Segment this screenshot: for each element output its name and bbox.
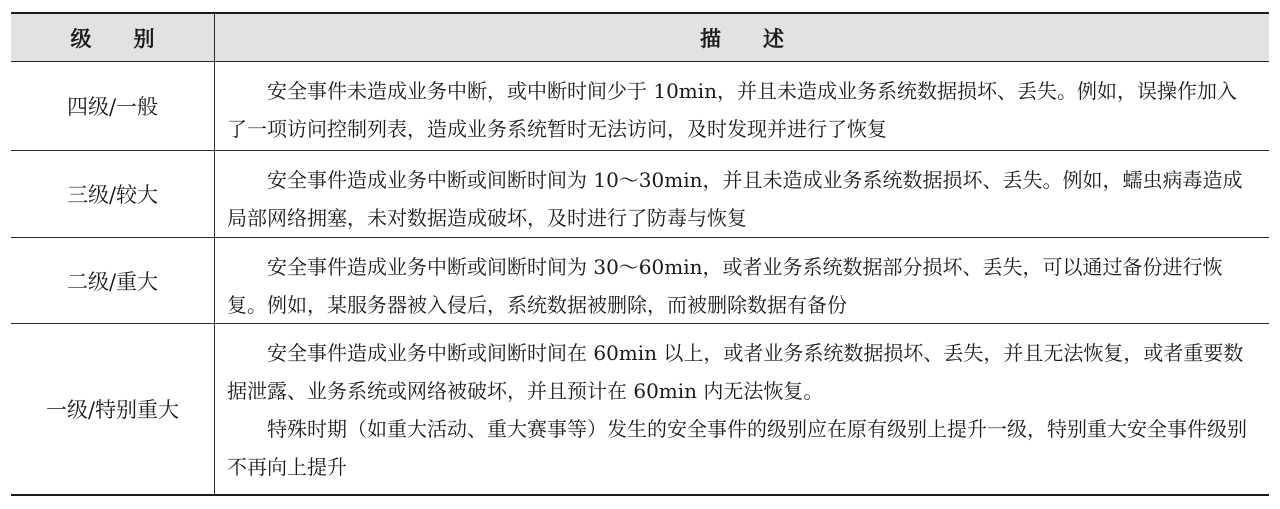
level-cell-3: 三级/较大 — [11, 151, 215, 238]
description-paragraph: 安全事件造成业务中断或间断时间在 60min 以上，或者业务系统数据损坏、丢失，并且无法恢复，或者重要数据泄露、业务系统或网络被破坏，并且预计在 60min 内无法恢复。 — [227, 341, 1244, 403]
description-paragraph: 安全事件造成业务中断或间断时间为 30～60min，或者业务系统数据部分损坏、丢失，可以通过备份进行恢复。例如，某服务器被入侵后，系统数据被删除，而被删除数据有备份 — [227, 255, 1223, 317]
incident-level-table — [11, 12, 1269, 496]
description-cell-1 — [215, 324, 1269, 494]
level-cell-1: 一级/特别重大 — [11, 324, 215, 494]
description-paragraph: 安全事件未造成业务中断，或中断时间少于 10min，并且未造成业务系统数据损坏、丢失。例如，误操作加入了一项访问控制列表，造成业务系统暂时无法访问，及时发现并进行了恢复 — [227, 79, 1238, 141]
level-cell-4: 四级/一般 — [11, 62, 215, 151]
description-paragraph: 安全事件造成业务中断或间断时间为 10～30min，并且未造成业务系统数据损坏、丢失。例如，蠕虫病毒造成局部网络拥塞，未对数据造成破坏，及时进行了防毒与恢复 — [227, 168, 1243, 230]
description-cell-2 — [215, 238, 1269, 324]
description-cell-3 — [215, 151, 1269, 238]
description-paragraph: 特殊时期（如重大活动、重大赛事等）发生的安全事件的级别应在原有级别上提升一级，特别重大安全事件级别不再向上提升 — [227, 417, 1247, 479]
level-cell-2: 二级/重大 — [11, 238, 215, 324]
header-level: 级 别 — [11, 14, 215, 62]
description-cell-4 — [215, 62, 1269, 151]
header-description: 描 述 — [215, 14, 1269, 62]
